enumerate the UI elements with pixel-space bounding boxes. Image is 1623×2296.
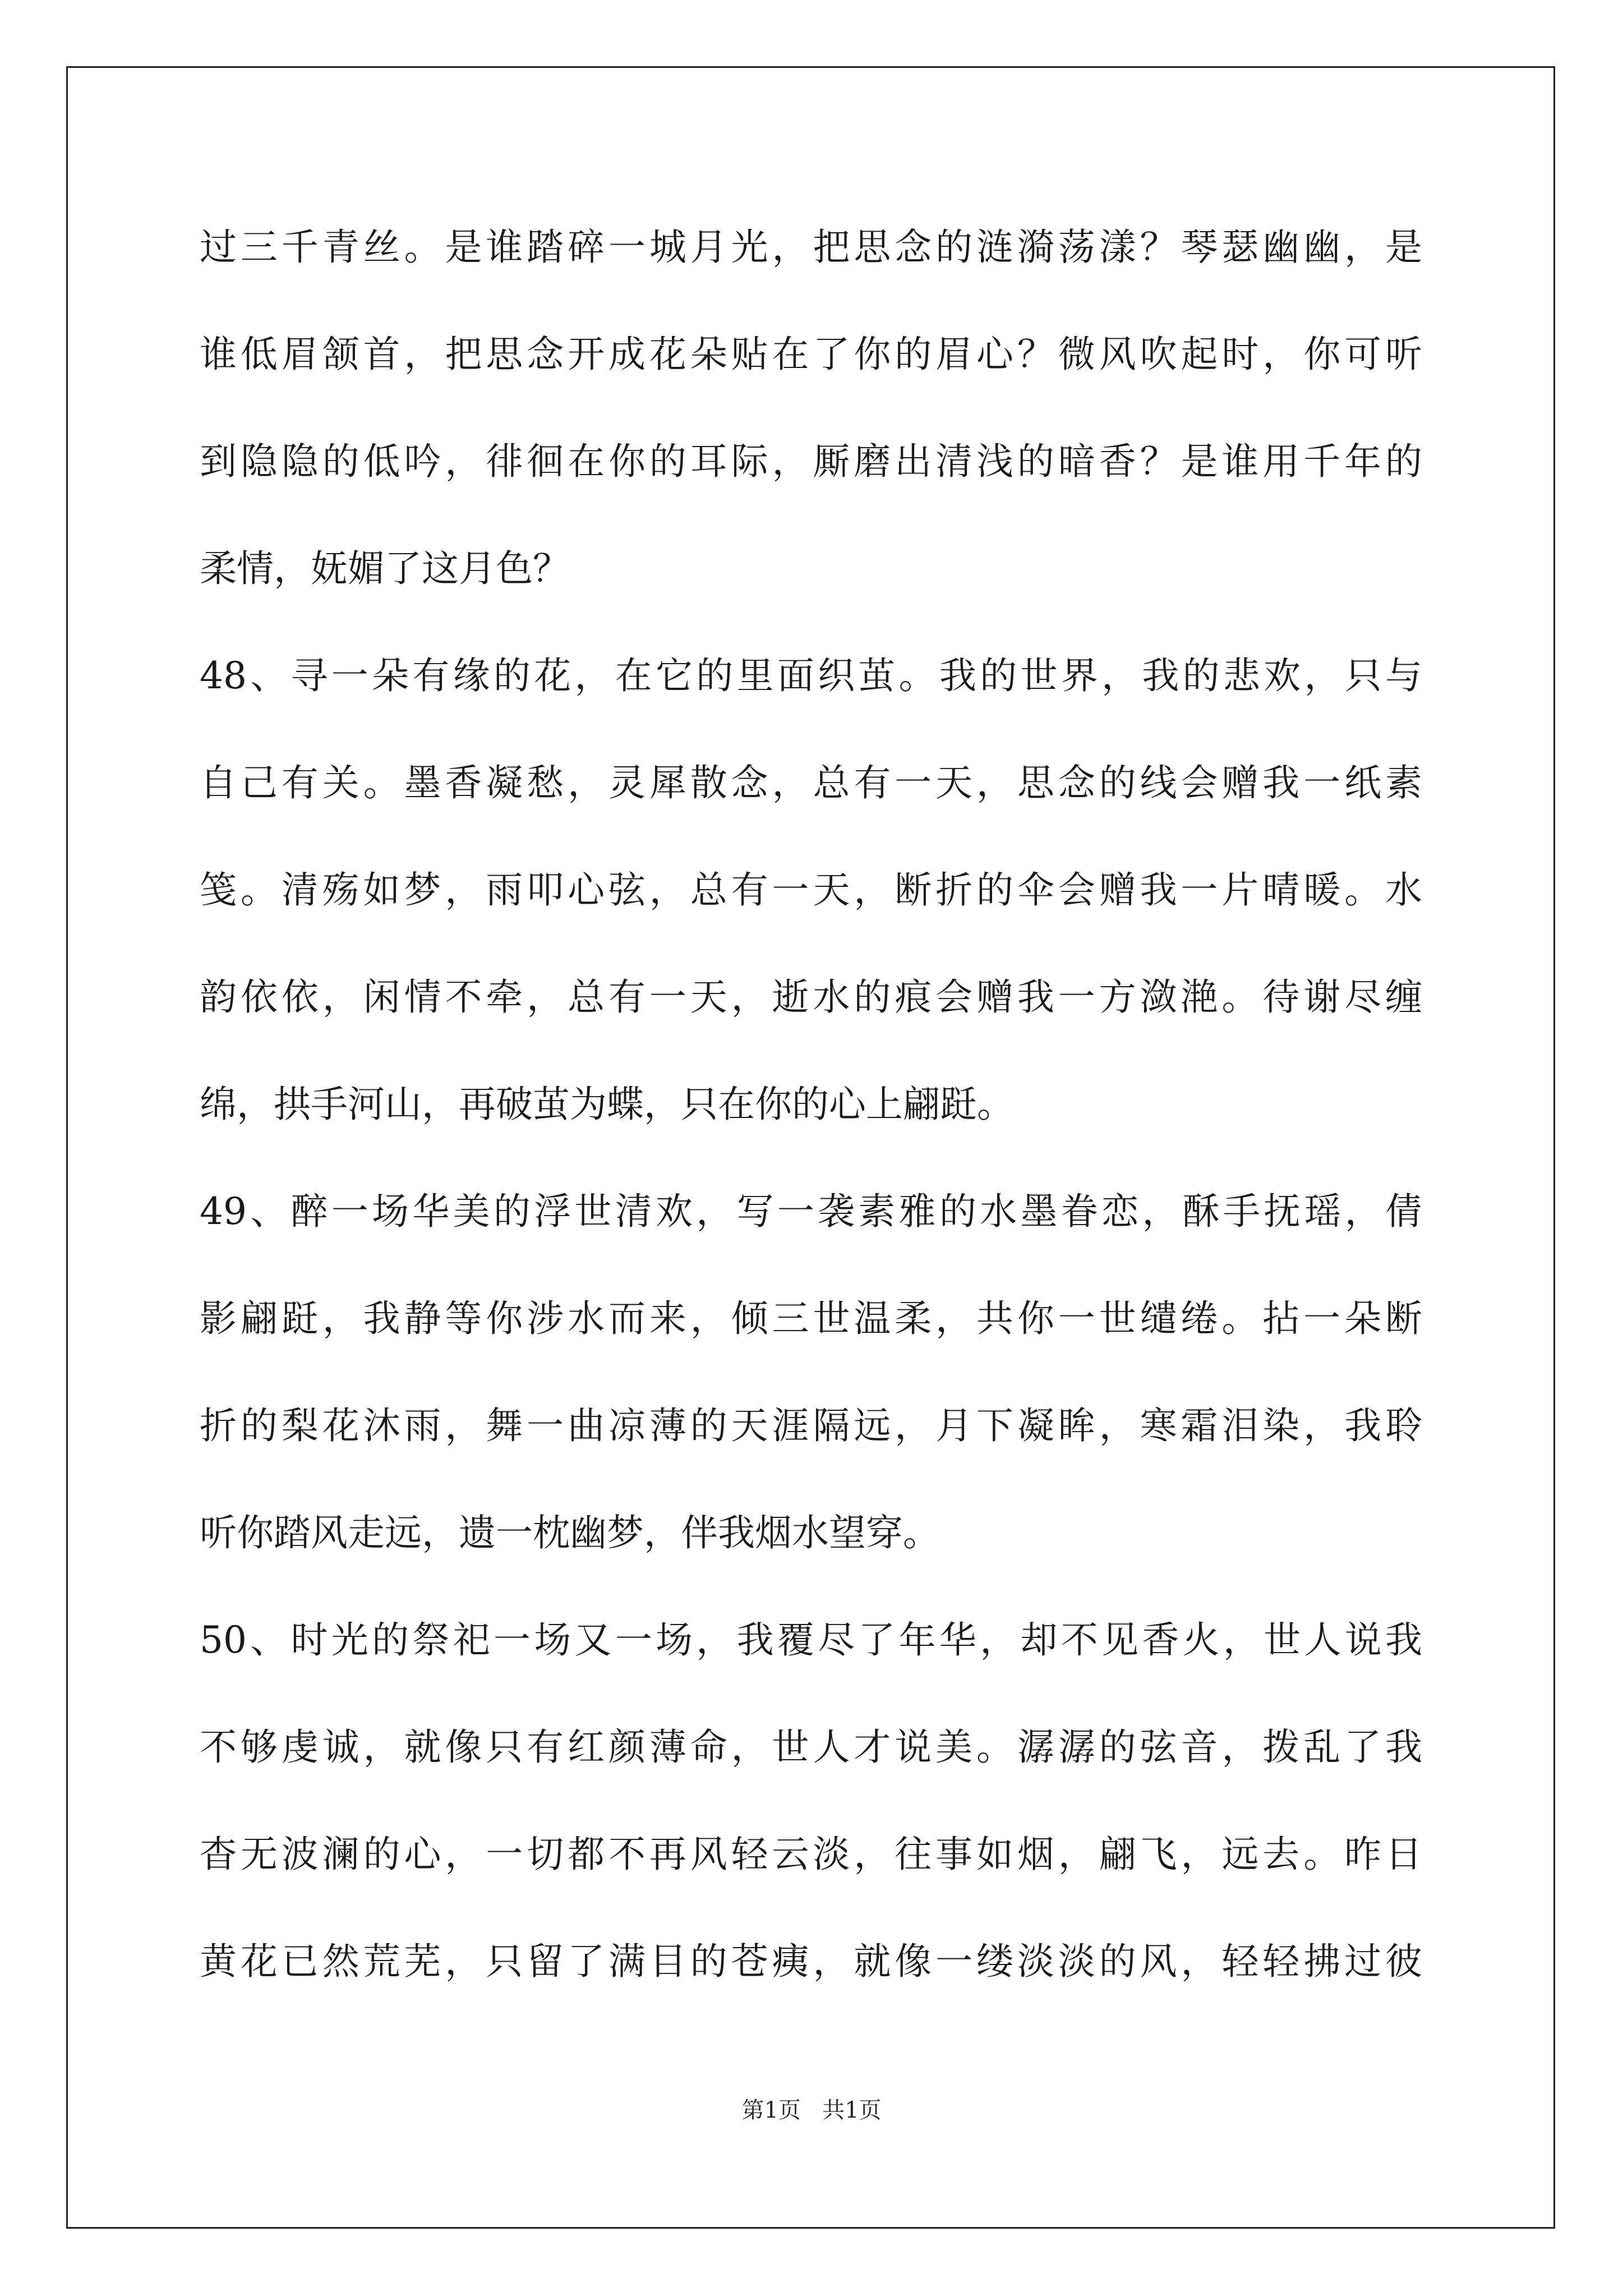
- text-line: 自己有关。墨香凝愁，灵犀散念，总有一天，思念的线会赠我一纸素: [200, 761, 1422, 804]
- text-line: 听你踏风走远，遗一枕幽梦，伴我烟水望穿。: [200, 1511, 940, 1554]
- text-line: 柔情，妩媚了这月色？: [200, 547, 570, 590]
- text-line: 到隐隐的低吟，徘徊在你的耳际，厮磨出清浅的暗香？是谁用千年的: [200, 440, 1422, 483]
- text-line: 绵，拱手河山，再破茧为蝶，只在你的心上翩跹。: [200, 1083, 1014, 1126]
- text-line: 50、时光的祭祀一场又一场，我覆尽了年华，却不见香火，世人说我: [200, 1618, 1422, 1662]
- text-line: 49、醉一场华美的浮世清欢，写一袭素雅的水墨眷恋，酥手抚瑶，倩: [200, 1190, 1422, 1233]
- text-line: 黄花已然荒芜，只留了满目的苍痍，就像一缕淡淡的风，轻轻拂过彼: [200, 1940, 1422, 1983]
- page-footer: [0, 2096, 1623, 2124]
- text-line: 韵依依，闲情不牵，总有一天，逝水的痕会赠我一方潋滟。待谢尽缠: [200, 976, 1422, 1019]
- page-number: 第1页: [741, 2097, 801, 2123]
- text-line: 48、寻一朵有缘的花，在它的里面织茧。我的世界，我的悲欢，只与: [200, 654, 1422, 697]
- text-line: 不够虔诚，就像只有红颜薄命，世人才说美。潺潺的弦音，拨乱了我: [200, 1726, 1422, 1769]
- total-pages: 共1页: [822, 2097, 882, 2123]
- document-body: [200, 216, 1422, 2037]
- text-line: 过三千青丝。是谁踏碎一城月光，把思念的涟漪荡漾？琴瑟幽幽，是: [200, 226, 1422, 269]
- text-line: 谁低眉颔首，把思念开成花朵贴在了你的眉心？微风吹起时，你可听: [200, 333, 1422, 376]
- text-line: 笺。清殇如梦，雨叩心弦，总有一天，断折的伞会赠我一片晴暖。水: [200, 868, 1422, 912]
- text-line: 影翩跹，我静等你涉水而来，倾三世温柔，共你一世缱绻。拈一朵断: [200, 1297, 1422, 1340]
- text-line: 杳无波澜的心，一切都不再风轻云淡，往事如烟，翩飞，远去。昨日: [200, 1833, 1422, 1876]
- text-line: 折的梨花沐雨，舞一曲凉薄的天涯隔远，月下凝眸，寒霜泪染，我聆: [200, 1404, 1422, 1447]
- footer-spacer: [801, 2097, 822, 2123]
